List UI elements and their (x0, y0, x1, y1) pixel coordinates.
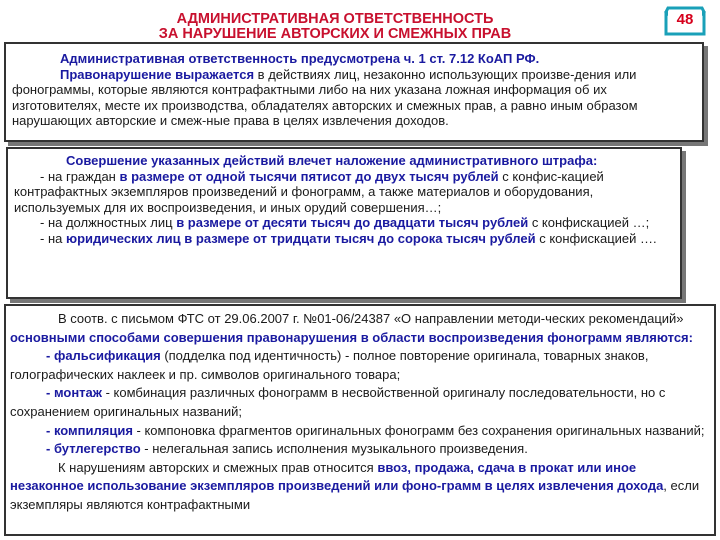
penalty-legal-amount: юридических лиц в размере от тридцати тысяч до сорока тысяч рублей (65, 230, 536, 246)
penalty-legal-lead: - на (40, 230, 66, 246)
penalties-box (6, 147, 682, 299)
violations-emph: ввоз, продажа, сдача в прокат или иное незаконное использование экземпляров произведений или фоно-грамм в целях извлечения дохода (10, 459, 664, 494)
penalty-legal-rest: с конфискацией …. (535, 230, 657, 246)
method-montage-term: - монтаж (46, 385, 102, 401)
penalty-legal-entities (14, 231, 674, 247)
methods-intro-emph: основными способами совершения правонарушения в области воспроизведения фонограмм являются: (10, 329, 693, 345)
penalty-officials (14, 215, 674, 231)
method-bootlegging (10, 440, 710, 459)
slide-title (80, 12, 590, 42)
page-number: 48 (676, 11, 694, 28)
violations-rest: , если экземпляры являются контрафактными (10, 478, 700, 512)
method-falsification-desc: (подделка под идентичность) - полное повторение оригинала, товарных знаков, голографических наклеек и пр. символов оригинального товара; (10, 348, 649, 382)
legal-basis-line (12, 51, 696, 67)
penalty-officials-lead: - на должностных лиц (40, 215, 177, 230)
method-compilation-desc: - компоновка фрагментов оригинальных фонограмм без сохранения оригинальных названий; (132, 422, 705, 438)
violations-lead: К нарушениям авторских и смежных прав относится (58, 459, 378, 475)
legal-basis-text: Административная ответственность предусмотрена ч. 1 ст. 7.12 КоАП РФ. (60, 51, 540, 66)
methods-intro (10, 310, 710, 347)
page-number-badge (664, 6, 706, 36)
legal-basis-box (4, 42, 704, 142)
methods-intro-lead: В соотв. с письмом ФТС от 29.06.2007 г. №01-06/24387 «О направлении методи-ческих рекомендаций» (58, 311, 684, 326)
penalty-citizens-rest: с конфис-кацией контрафактных экземпляров произведений и фонограмм, а также материалов и оборудования, используемых для их воспроизведения, и иных орудий совершения…; (14, 168, 604, 215)
method-compilation (10, 422, 710, 441)
method-compilation-term: - компиляция (46, 422, 133, 438)
penalty-citizens (14, 169, 674, 216)
method-montage (10, 384, 710, 421)
penalty-citizens-lead: - на граждан (40, 168, 120, 184)
penalties-intro (14, 153, 674, 169)
penalty-officials-amount: в размере от десяти тысяч до двадцати тысяч рублей (176, 215, 529, 230)
offense-body: в действиях лиц, незаконно использующих произве-дения или фонограммы, которые являются контрафактными либо на них указана ложная информация об их изготовителях, месте их производства, обладателях авторских и смежных прав, а равно иным образом нарушающих авторские и смеж-ные права в целях извлечения доходов. (12, 66, 638, 128)
method-montage-desc: - комбинация различных фонограмм в несвойственной оригиналу последовательности, но с сохранением оригинальных названий; (10, 385, 666, 419)
method-falsification-term: - фальсификация (46, 348, 161, 364)
penalty-citizens-amount: в размере от одной тысячи пятисот до двух тысяч рублей (119, 168, 499, 184)
method-falsification (10, 347, 710, 384)
violations-paragraph (10, 459, 710, 515)
title-line-1: АДМИНИСТРАТИВНАЯ ОТВЕТСТВЕННОСТЬ (176, 11, 494, 27)
method-bootlegging-term: - бутлегерство (46, 441, 141, 457)
offense-lead: Правонарушение выражается (60, 66, 255, 82)
offense-definition (12, 67, 696, 129)
methods-box (4, 304, 716, 536)
title-line-2: ЗА НАРУШЕНИЕ АВТОРСКИХ И СМЕЖНЫХ ПРАВ (158, 26, 512, 42)
penalty-officials-rest: с конфискацией …; (528, 215, 650, 230)
method-bootlegging-desc: - нелегальная запись исполнения музыкального произведения. (140, 441, 528, 457)
penalties-intro-text: Совершение указанных действий влечет наложение административного штрафа: (66, 153, 598, 168)
